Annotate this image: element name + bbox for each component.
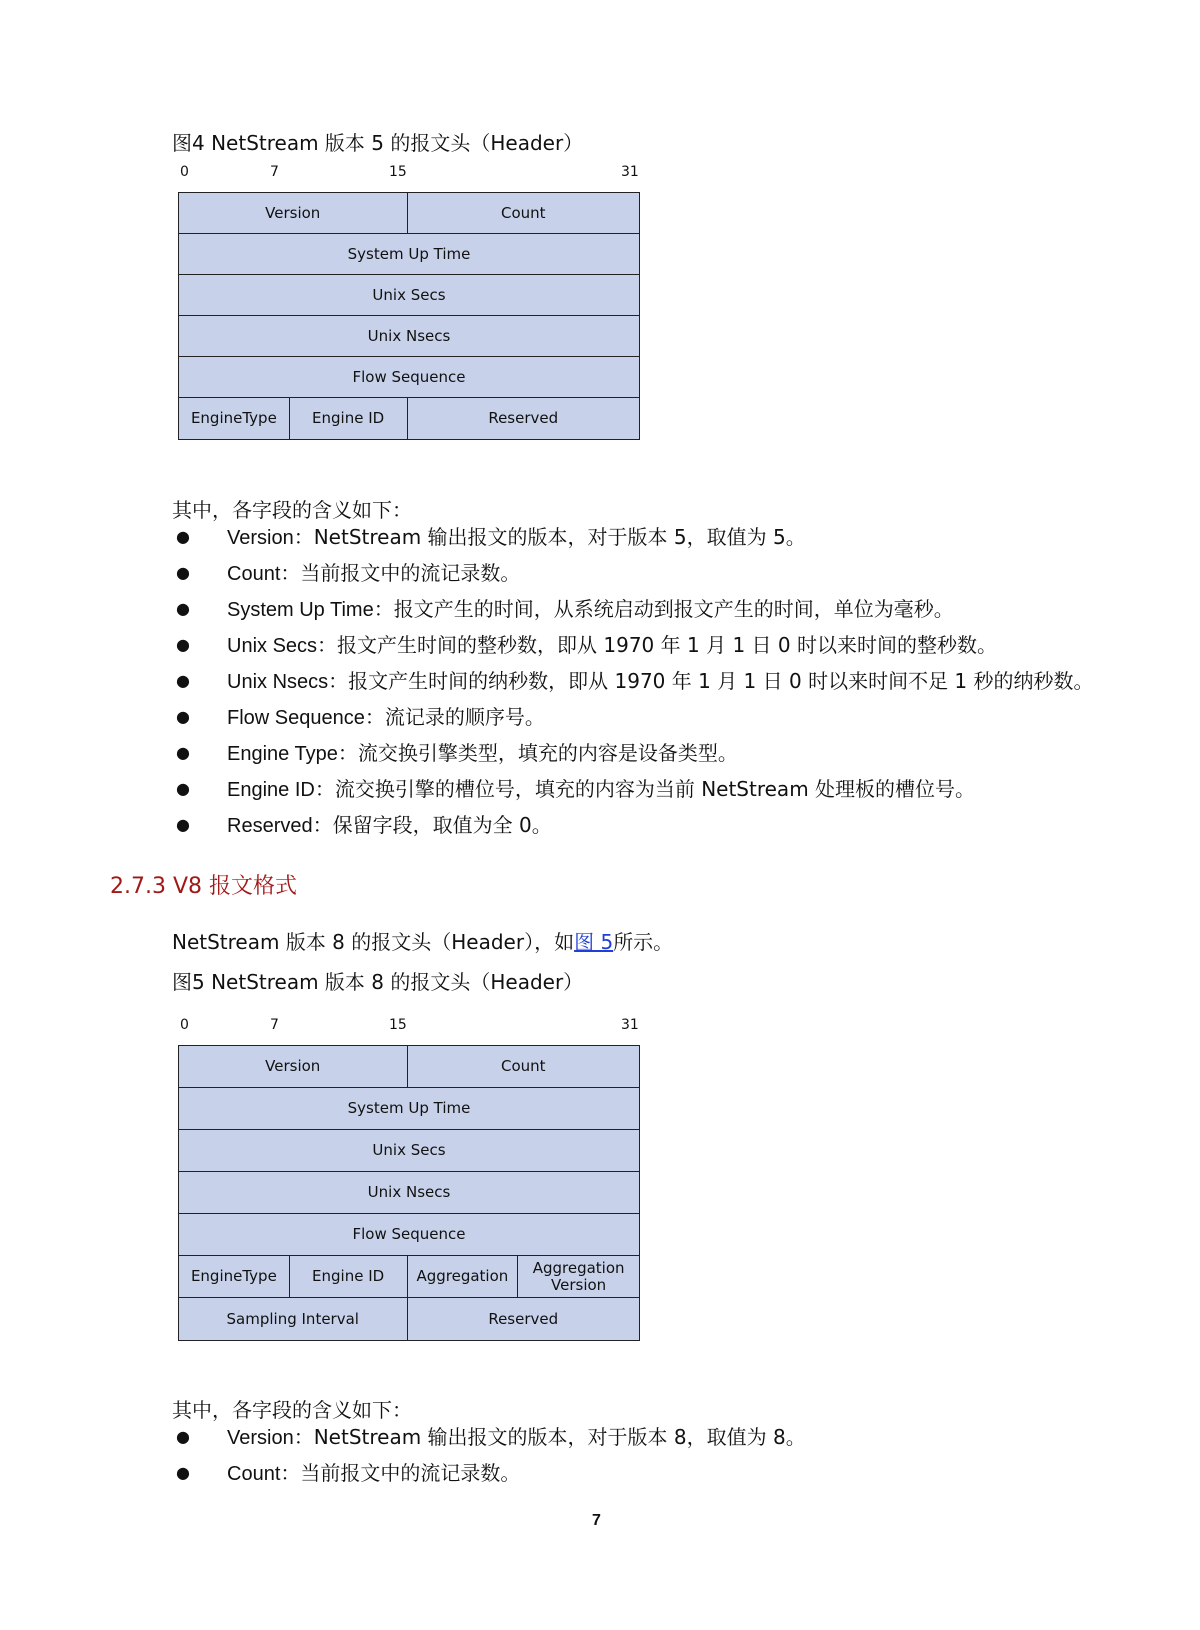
field-term: Version [227, 1427, 294, 1449]
figure5-bit-15: 15 [389, 1017, 407, 1033]
term-separator: ： [312, 813, 333, 837]
field-unix-secs: Unix Secs [179, 275, 639, 316]
list-item [172, 555, 1094, 591]
field-count: Count [408, 193, 639, 234]
intro-text-2: 其中，各字段的含义如下： [172, 1398, 412, 1422]
list-item [172, 591, 1094, 627]
list-item [172, 1455, 806, 1491]
field-engine-id: Engine ID [290, 1256, 408, 1298]
figure4-caption: 图4 NetStream 版本 5 的报文头（Header） [172, 131, 584, 155]
field-term: Engine Type [227, 743, 338, 765]
field-unix-nsecs: Unix Nsecs [179, 316, 639, 357]
term-separator: ： [293, 525, 314, 549]
figure4-bit-0: 0 [180, 164, 189, 180]
bullet-icon: ● [176, 1463, 190, 1482]
list-item [172, 1419, 806, 1455]
bullet-icon: ● [176, 707, 190, 726]
field-description: 报文产生时间的纳秒数，即从 1970 年 1 月 1 日 0 时以来时间不足 1 秒的纳秒数。 [348, 669, 1094, 693]
list-item [172, 663, 1094, 699]
field-description: 保留字段，取值为全 0。 [332, 813, 552, 837]
field-engine-type: EngineType [179, 398, 290, 439]
field-description: 报文产生时间的整秒数，即从 1970 年 1 月 1 日 0 时以来时间的整秒数。 [337, 633, 997, 657]
field-term: Count [227, 1463, 281, 1485]
field-description-list-1 [172, 519, 1094, 843]
field-term: Unix Nsecs [227, 671, 329, 693]
field-unix-nsecs: Unix Nsecs [179, 1172, 639, 1214]
field-version: Version [179, 193, 408, 234]
bullet-icon: ● [176, 527, 190, 546]
field-term: Reserved [227, 815, 313, 837]
term-separator: ： [364, 705, 385, 729]
figure5-caption: 图5 NetStream 版本 8 的报文头（Header） [172, 970, 584, 994]
list-item [172, 519, 1094, 555]
figure5-bit-7: 7 [270, 1017, 279, 1033]
field-system-up-time: System Up Time [179, 1088, 639, 1130]
figure5-bit-31: 31 [621, 1017, 639, 1033]
list-item [172, 807, 1094, 843]
figure4-bit-31: 31 [621, 164, 639, 180]
field-version: Version [179, 1046, 408, 1088]
field-count: Count [408, 1046, 639, 1088]
bullet-icon: ● [176, 743, 190, 762]
intro-text-1: 其中，各字段的含义如下： [172, 498, 412, 522]
field-description: 当前报文中的流记录数。 [300, 1461, 521, 1485]
field-sampling-interval: Sampling Interval [179, 1298, 408, 1340]
field-term: Unix Secs [227, 635, 318, 657]
list-item [172, 627, 1094, 663]
field-unix-secs: Unix Secs [179, 1130, 639, 1172]
term-separator: ： [337, 741, 358, 765]
figure5-link[interactable]: 图 5 [574, 930, 614, 954]
section-paragraph [172, 926, 673, 955]
field-term: Version [227, 527, 294, 549]
figure5-header-diagram [178, 1045, 640, 1341]
field-description: NetStream 输出报文的版本，对于版本 5，取值为 5。 [313, 525, 806, 549]
list-item [172, 735, 1094, 771]
figure4-header-diagram [178, 192, 640, 440]
figure4-bit-7: 7 [270, 164, 279, 180]
bullet-icon: ● [176, 671, 190, 690]
field-description: 流记录的顺序号。 [384, 705, 545, 729]
field-engine-type: EngineType [179, 1256, 290, 1298]
field-reserved: Reserved [408, 1298, 639, 1340]
field-term: Engine ID [227, 779, 315, 801]
figure4-bit-15: 15 [389, 164, 407, 180]
term-separator: ： [280, 561, 301, 585]
field-flow-sequence: Flow Sequence [179, 357, 639, 398]
paragraph-text-after: 所示。 [613, 930, 674, 954]
field-flow-sequence: Flow Sequence [179, 1214, 639, 1256]
bullet-icon: ● [176, 1427, 190, 1446]
field-description: 流交换引擎类型，填充的内容是设备类型。 [357, 741, 738, 765]
field-description-list-2 [172, 1419, 806, 1491]
field-reserved: Reserved [408, 398, 639, 439]
figure5-bit-0: 0 [180, 1017, 189, 1033]
bullet-icon: ● [176, 635, 190, 654]
bullet-icon: ● [176, 563, 190, 582]
field-system-up-time: System Up Time [179, 234, 639, 275]
term-separator: ： [280, 1461, 301, 1485]
list-item [172, 699, 1094, 735]
section-heading: 2.7.3 V8 报文格式 [110, 874, 298, 899]
field-term: Count [227, 563, 281, 585]
field-term: System Up Time [227, 599, 374, 621]
term-separator: ： [373, 597, 394, 621]
field-description: 报文产生的时间，从系统启动到报文产生的时间，单位为毫秒。 [393, 597, 954, 621]
paragraph-text-before: NetStream 版本 8 的报文头（Header），如 [172, 930, 575, 954]
term-separator: ： [317, 633, 338, 657]
page-number: 7 [592, 1512, 601, 1529]
field-engine-id: Engine ID [290, 398, 408, 439]
bullet-icon: ● [176, 815, 190, 834]
bullet-icon: ● [176, 599, 190, 618]
field-description: NetStream 输出报文的版本，对于版本 8，取值为 8。 [313, 1425, 806, 1449]
bullet-icon: ● [176, 779, 190, 798]
list-item [172, 771, 1094, 807]
field-description: 流交换引擎的槽位号，填充的内容为当前 NetStream 处理板的槽位号。 [334, 777, 976, 801]
field-description: 当前报文中的流记录数。 [300, 561, 521, 585]
field-term: Flow Sequence [227, 707, 365, 729]
term-separator: ： [314, 777, 335, 801]
term-separator: ： [328, 669, 349, 693]
field-aggregation-version: Aggregation Version [518, 1256, 639, 1298]
field-aggregation: Aggregation [408, 1256, 519, 1298]
term-separator: ： [293, 1425, 314, 1449]
